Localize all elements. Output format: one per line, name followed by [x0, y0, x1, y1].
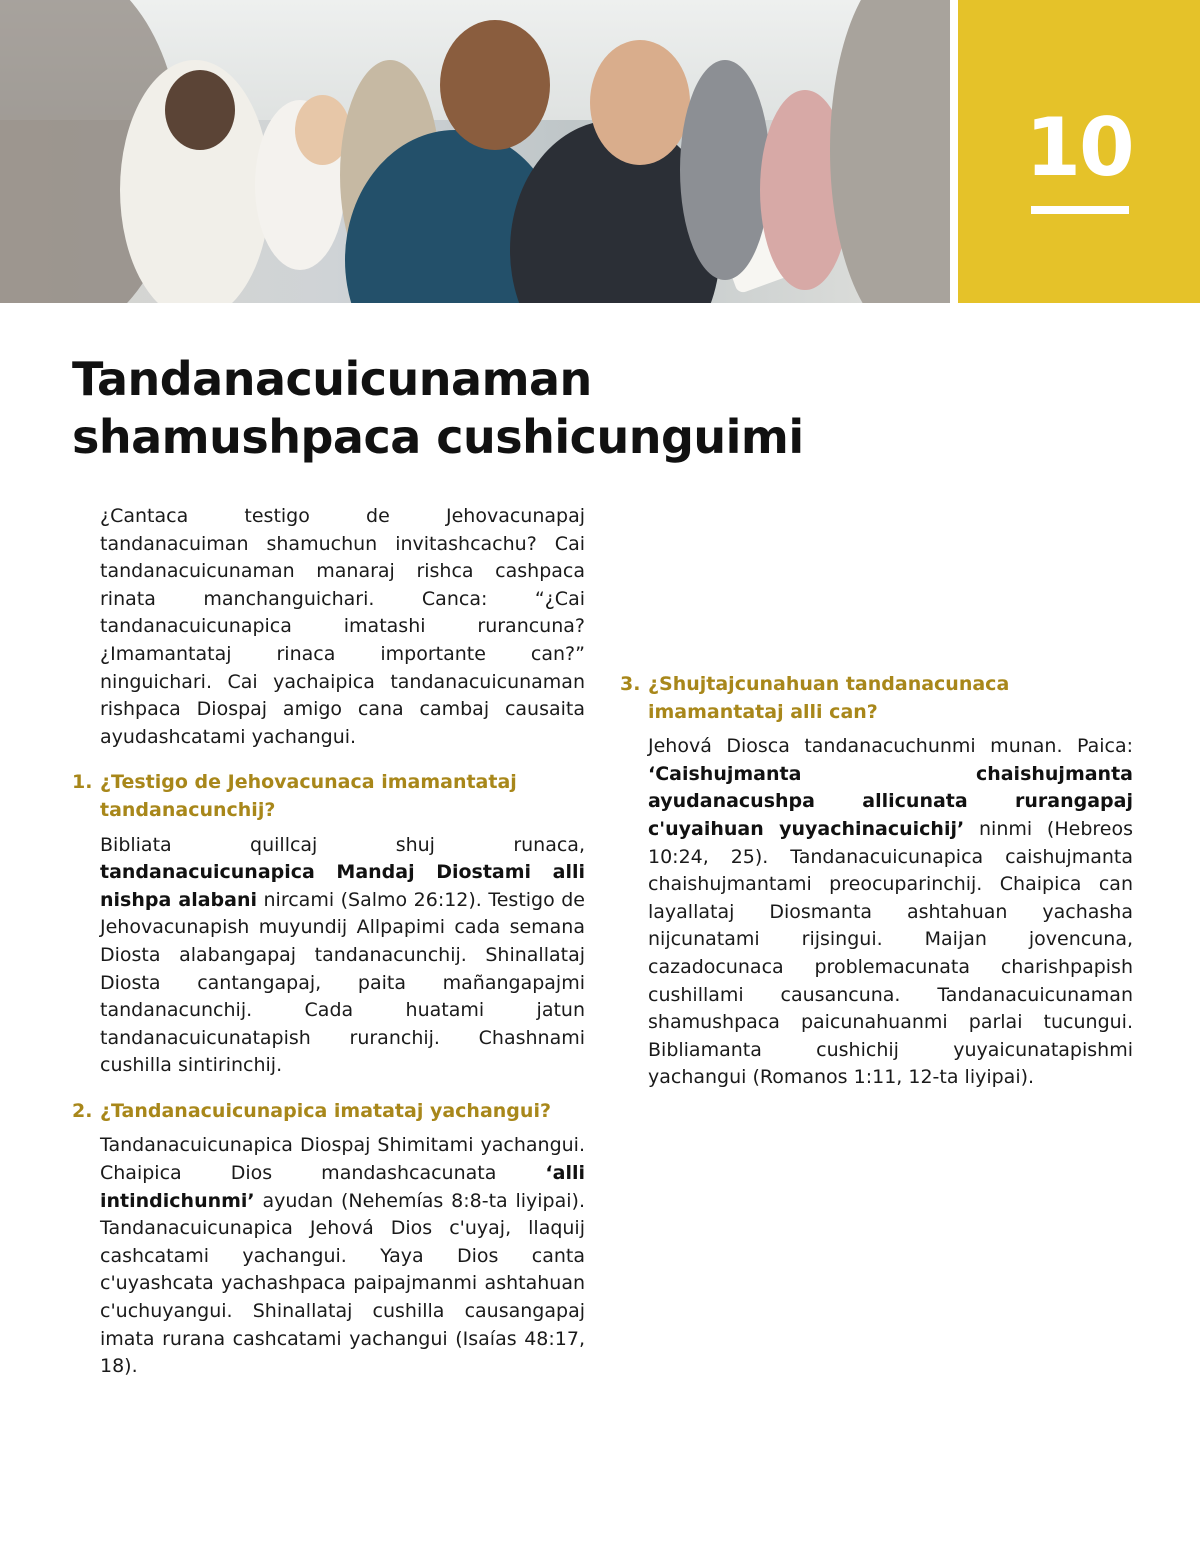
- answer-2-part-2: ayudan (Nehemías 8:8-ta liyipai). Tandanacuicunapica Jehová Dios c'uyaj, llaquij cashcatami yachangui. Yaya Dios canta c'uyashcata yachashpaca paipajmanmi ashtahuan c'uchuyangui. Shinallataj cushilla causangapaj imata rurana cashcatami yachangui (Isaías 48:17, 18).: [100, 1189, 585, 1378]
- answer-1-part-1: Bibliata quillcaj shuj runaca,: [100, 833, 585, 856]
- answer-3: [620, 733, 1133, 1092]
- question-3: [620, 671, 1133, 726]
- answer-3-part-1: Jehová Diosca tandanacuchunmi munan. Paica:: [648, 735, 1133, 758]
- answer-3-part-2: ninmi (Hebreos 10:24, 25). Tandanacuicunapica caishujmanta chaishujmantami preocuparinchij. Chaipica can layallataj Diosmanta ashtahuan yachasha nijcunatami rijsingui. Maijan jovencuna, cazadocunaca problemacunata charishpapish cushillami causancuna. Tandanacuicunaman shamushpaca paicunahuanmi parlai tucungui. Bibliamanta cushichij yuyaicunatapishmi yachangui (Romanos 1:11, 12-ta liyipai).: [648, 817, 1133, 1089]
- question-2: [72, 1098, 585, 1126]
- right-column: [620, 671, 1133, 1092]
- intro-paragraph: ¿Cantaca testigo de Jehovacunapaj tandanacuiman shamuchun invitashcachu? Cai tandanacuicunaman manaraj rishca cashpaca rinata manchanguichari. Canca: “¿Cai tandanacuicunapica imatashi rurancuna? ¿Imamantataj rinaca importante can?” ninguichari. Cai yachaipica tandanacuicunaman rishpaca Diospaj amigo cana cambaj causaita ayudashcatami yachangui.: [100, 505, 585, 748]
- answer-1: [72, 832, 585, 1080]
- hero-photo: [0, 0, 950, 303]
- question-1: [72, 769, 585, 824]
- chapter-number-box: [958, 0, 1200, 303]
- question-3-number: 3.: [620, 673, 641, 695]
- question-2-text: ¿Tandanacuicunapica imatataj yachangui?: [100, 1099, 551, 1122]
- chapter-number: 10: [1025, 101, 1133, 194]
- question-1-number: 1.: [72, 771, 93, 794]
- question-2-number: 2.: [72, 1099, 93, 1122]
- answer-2: [72, 1132, 585, 1380]
- title-line-1: Tandanacuicunaman: [72, 352, 592, 406]
- left-column: [72, 503, 585, 1381]
- question-3-text: ¿Shujtajcunahuan tandanacunaca imamantataj alli can?: [648, 673, 1010, 723]
- answer-2-bold: ‘alli intindichunmi’: [100, 1162, 585, 1212]
- page-title: [72, 350, 972, 466]
- title-line-2: shamushpaca cushicunguimi: [72, 410, 804, 464]
- question-1-text: ¿Testigo de Jehovacunaca imamantataj tandanacunchij?: [100, 771, 517, 821]
- answer-2-part-1: Tandanacuicunapica Diospaj Shimitami yachangui. Chaipica Dios mandashcacunata: [100, 1134, 585, 1185]
- answer-3-bold: ‘Caishujmanta chaishujmanta ayudanacushpa allicunata rurangapaj c'uyaihuan yuyachinacuichij’: [648, 762, 1133, 840]
- answer-1-bold: tandanacuicunapica Mandaj Diostami alli nishpa alabani: [100, 861, 585, 911]
- answer-1-part-2: nircami (Salmo 26:12). Testigo de Jehovacunapish muyundij Allpapimi cada semana Diosta alabangapaj tandanacunchij. Shinallataj Diosta cantangapaj, paita mañangapajmi tandanacunchij. Cada huatami jatun tandanacuicunatapish ruranchij. Chashnami cushilla sintirinchij.: [100, 888, 585, 1077]
- chapter-underline: [1031, 206, 1129, 214]
